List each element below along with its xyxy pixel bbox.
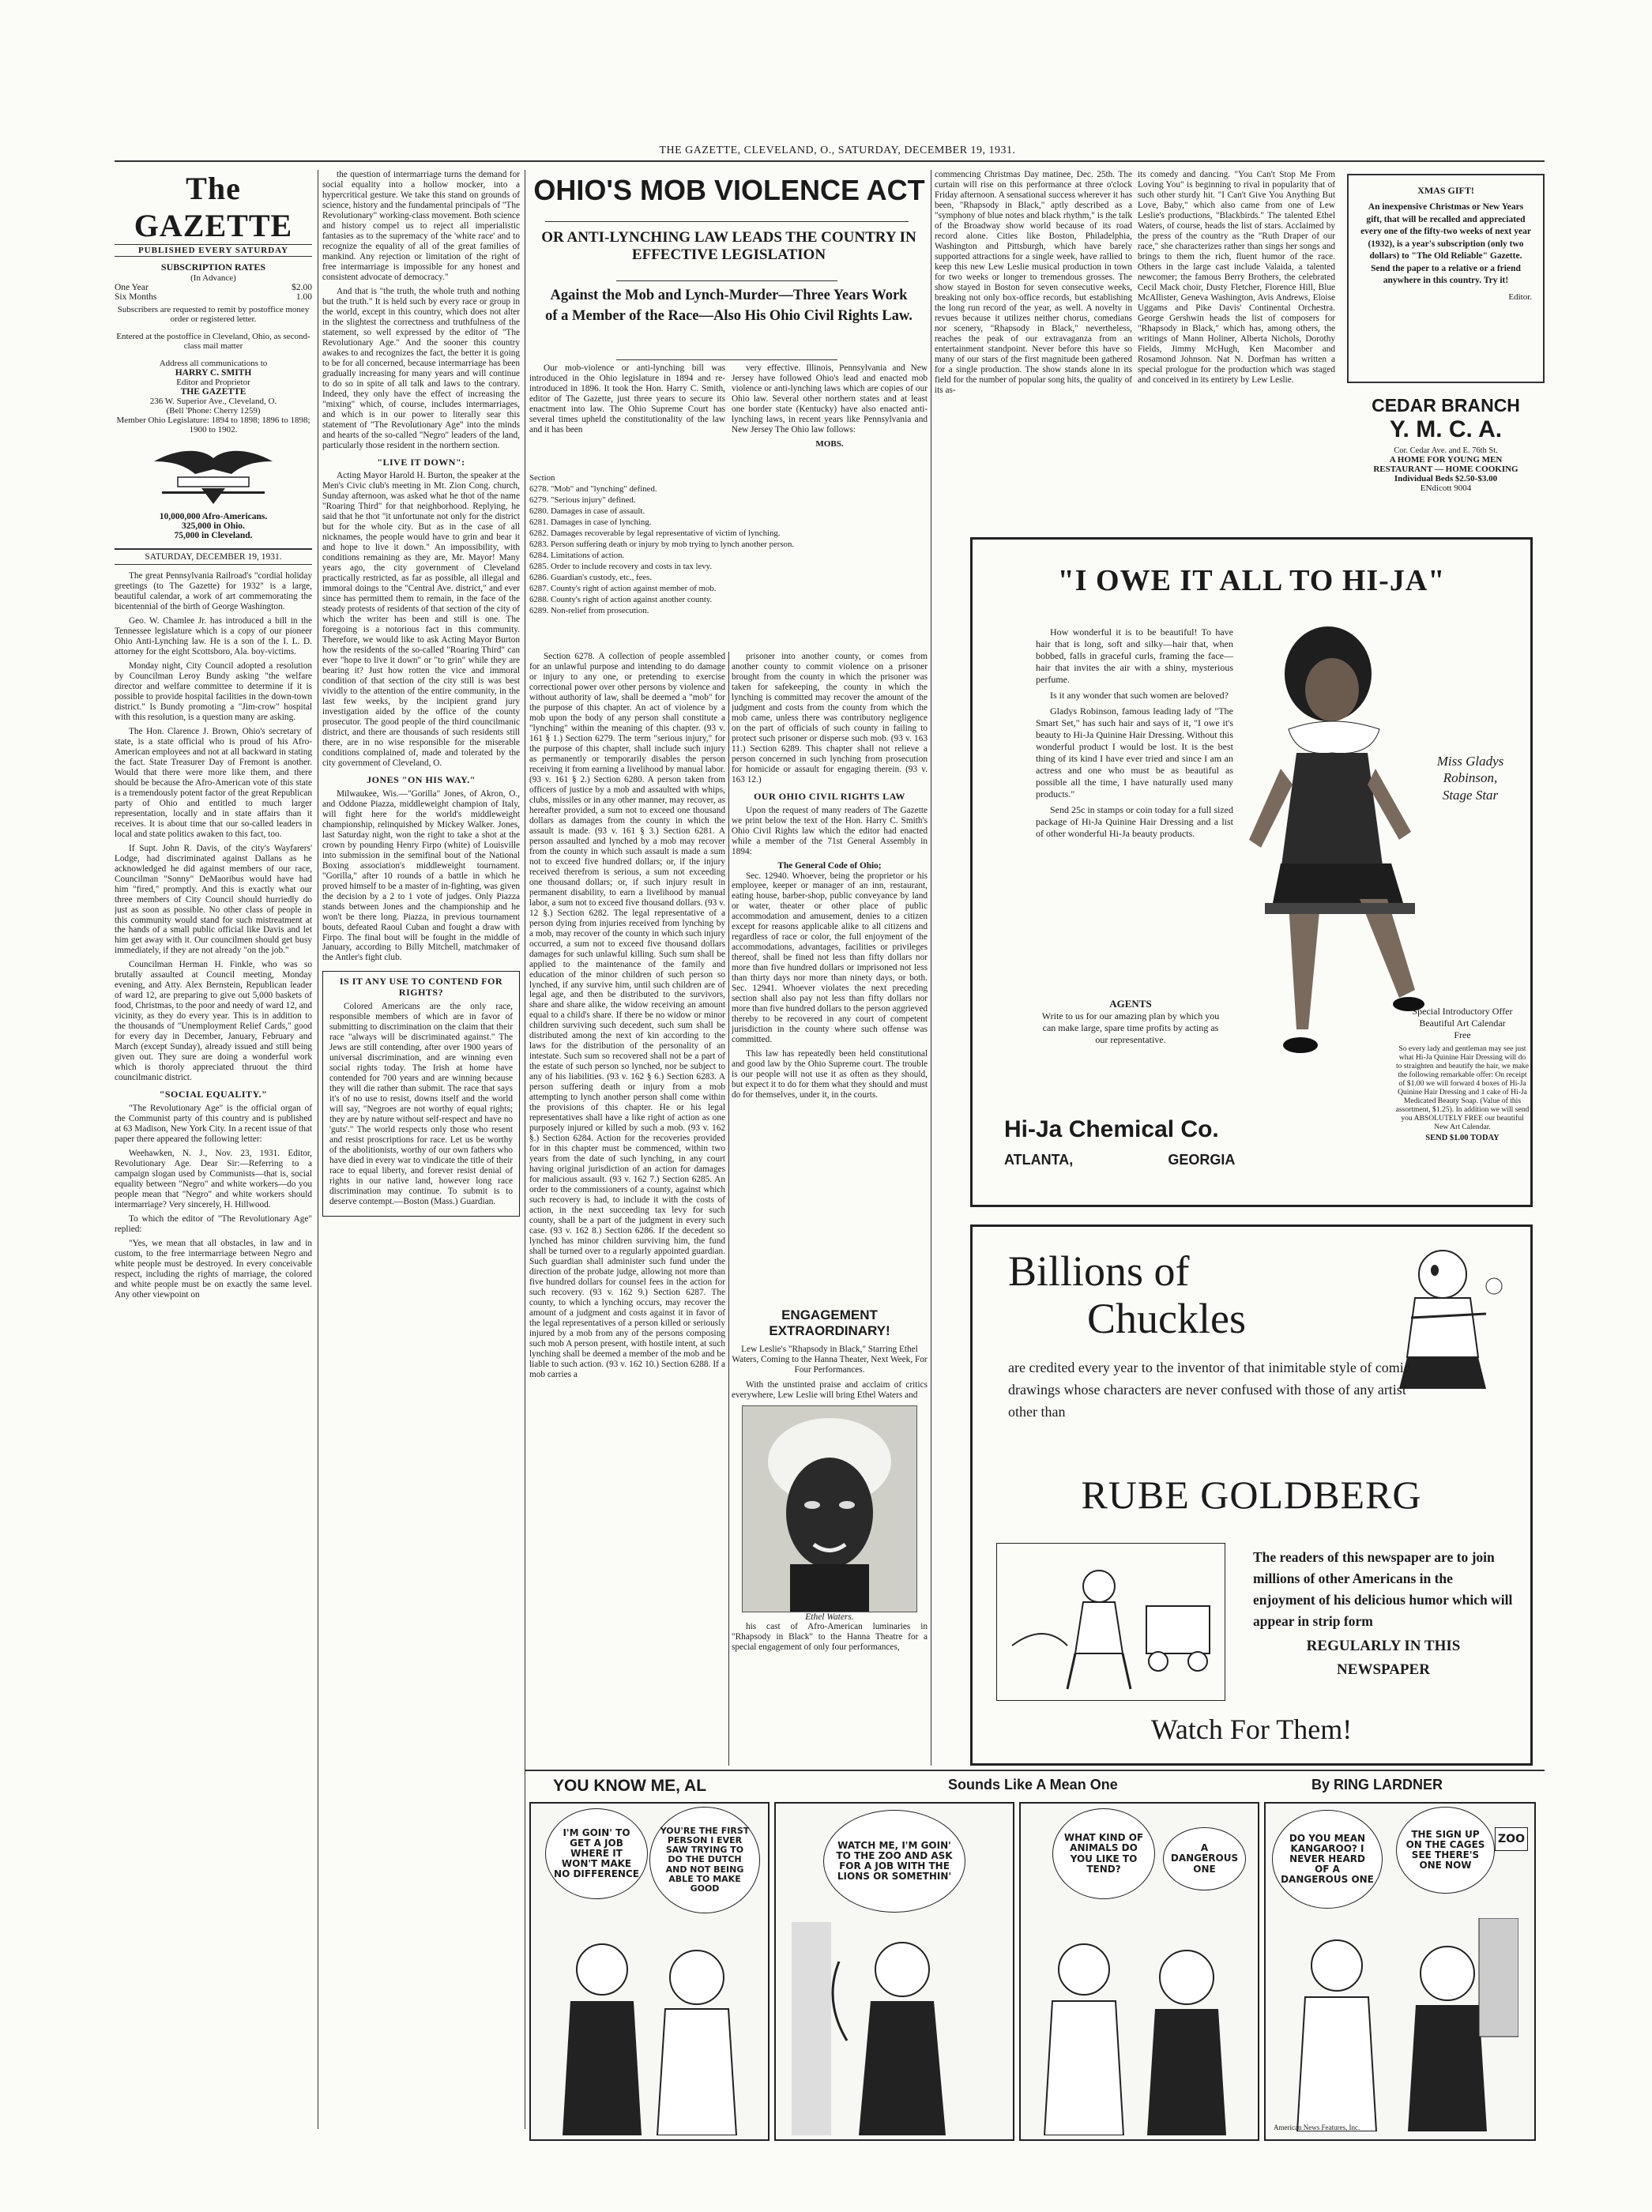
hija-caption: [1415, 753, 1526, 803]
street-address: 236 W. Superior Ave., Cleveland, O.: [149, 397, 277, 406]
xmas-sign: Editor.: [1508, 292, 1532, 302]
heading-civil-rights: OUR OHIO CIVIL RIGHTS LAW: [754, 790, 905, 802]
rhapsody-text-b: its comedy and dancing. "You Can't Stop Me From Loving You" is beginning to rival in popularity that of such other sturdy hit. "I Can't Give You Anything But Love, Baby," which also came from one of Lew Leslie's productions, "Blackbirds." The talented Ethel Waters, of course, heads the list of stars. Acclaimed by the press of the country as the "Ruth Draper of our race," she characterizes rather than sings her songs and brings to them the rich, fluent humor of the race. Others in the large cast include Valaida, a talented newcomer; the famous Berry Brothers, the celebrated Cecil Mack choir, Dusty Fletcher, Florence Hill, Blue McAllister, Geneva Washington, Avis Andrews, Eloise Uggams and Pike Davis' Continental Orchestra. George Gershwin heads the list of composers for "Rhapsody in Black," which has, among others, the writings of Mann Holiner, Alberta Nichols, Dorothy Fields, Jimmy McHugh, Ken Macomber and Rosamond Johnson. Nat N. Dorfman has written a special prologue for the production which was staged and conceived in its entirety by Lew Leslie.: [1138, 170, 1335, 385]
hija-location: [1004, 1152, 1320, 1168]
civil-rights-note: This law has repeatedly been held constitutional and good law by the Ohio Supreme court. The trouble is our people will not use it as often as they should, but expect it to do for them what they should and must do for themselves, under it, in the courts.: [732, 1049, 928, 1100]
xmas-title: XMAS GIFT!: [1417, 185, 1474, 196]
comic-credit: American News Features, Inc.: [1274, 2124, 1360, 2131]
hija-offer: [1395, 1006, 1530, 1142]
hija-state: GEORGIA: [1168, 1152, 1236, 1168]
hija-agents-text: Write to us for our amazing plan by which you can make large, spare time profits by acting as our representative.: [1041, 1010, 1220, 1045]
hija-p3: Gladys Robinson, famous leading lady of "The Smart Set," has such hair and says of it, "I owe it's beauty to Hi-Ja Quinine Hair Dressing. Without this wonderful product I would be lost. It is the best thing of its kind I have ever tried and since I am an actress and one who must be as beautiful as possible all the time, I have naturally used many products.": [1036, 705, 1233, 799]
column-2: [322, 170, 520, 2129]
lead-left: [529, 363, 725, 474]
goldberg-text: are credited every year to the inventor of that inimitable style of comic drawings whose characters are never confused with those of any artist other than: [1008, 1360, 1410, 1420]
section-6287: 6287. County's right of action against member of mob.: [529, 584, 717, 594]
heading-social-equality: "SOCIAL EQUALITY.": [159, 1089, 268, 1100]
main-subhead: OR ANTI-LYNCHING LAW LEADS THE COUNTRY IN EFFECTIVE LEGISLATION: [541, 229, 916, 263]
civil-rights-intro: Upon the request of many readers of The Gazette we print below the text of the Hon. Harry C. Smith's Ohio Civil Rights law which the editor had enacted while a member of the 71st General Assembly in 1894:: [732, 805, 928, 856]
masthead-published: PUBLISHED EVERY SATURDAY: [115, 244, 312, 257]
ymca-line5: RESTAURANT — HOME COOKING: [1373, 465, 1518, 474]
ymca-line1: CEDAR BRANCH: [1372, 395, 1520, 416]
section-6288: 6288. County's right of action against another county.: [529, 595, 713, 605]
engagement-continued: [732, 1622, 928, 1653]
lead-right-text: very effective. Illinois, Pennsylvania and New Jersey have followed Ohio's lead and enacted mob violence or anti-lynching laws which are copies of our Ohio law. Several other northern states and at least one border state (Kentucky) have also enacted anti-lynching laws, in recent years like Pennsylvania and New Jersey The Ohio law follows:: [732, 363, 928, 434]
panel-3-figures: [1037, 1914, 1242, 2135]
top-rule: [115, 160, 1545, 162]
hija-ad: [970, 537, 1533, 1207]
engagement-story: [732, 1307, 928, 1770]
hija-p2: Is it any wonder that such women are beloved?: [1050, 690, 1229, 701]
hija-agents-title: AGENTS: [1109, 998, 1152, 1010]
comic-panel-3: [1019, 1802, 1259, 2141]
goldberg-regular-2: NEWSPAPER: [1337, 1661, 1430, 1678]
dateline: SATURDAY, DECEMBER 19, 1931.: [115, 548, 312, 565]
ethel-waters-photo: [742, 1405, 917, 1612]
hija-agents: [1036, 998, 1225, 1046]
statute-text-b: prisoner into another county, or comes from another county to commit violence on a prisoner brought from the county in which the prisoner was taken for safekeeping, the county in which the lynching is committed may recover the amount of the judgment and costs from the county from which the mob came, unless there was contributory negligence on the part of officials of such county in failing to protect such prisoner or disperse such mob. (93 v. 163 11.) Section 6289. This chapter shall not relieve a person concerned in such lynching from prosecution for homicide or assault for engaging therein. (93 v. 163 12.): [732, 652, 928, 784]
para-jones: Milwaukee, Wis.—"Gorilla" Jones, of Akron, O., and Oddone Piazza, middleweight champion of Italy, will fight here for the world's middleweight championship, relinquished by Mickey Walker. Jones, last Saturday night, won the right to take a shot at the crown by pounding Henry Firpo (white) of Louisville into submission in the semifinal bout of the National Boxing association's middleweight tournament. "Gorilla," after 10 rounds of a battle in which he proved himself to be a master of in-fighting, was given the decision by a 2 to 1 vote of judges. Only Piazza stands between Jones and the championship and he won't be there long. Piazza, in previous tournament bouts, defeated Raoul Cuban and fought a draw with Firpo. The final bout will be fought in the middle of January, according to Billy Mitchell, matchmaker of the Antler's fight club.: [322, 788, 520, 963]
rights-box-title: IS IT ANY USE TO CONTEND FOR RIGHTS?: [339, 976, 503, 999]
hija-offer-text: So every lady and gentleman may see just what Hi-Ja Quinine Hair Dressing will do to straighten and beautify the hair, we make the following remarkable offer: On receipt of $1.00 we will forward 4 boxes of Hi-Ja Quinine Hair Dressing and 1 cake of Hi-Ja Medicated Beauty Soap. (Value of this assortment, $1.25). In addition we will send you ABSOLUTELY FREE our beautiful New Art Calendar.: [1395, 1044, 1530, 1132]
hija-city: ATLANTA,: [1004, 1152, 1074, 1168]
goldberg-name: RUBE GOLDBERG: [1081, 1473, 1422, 1517]
section-6289: 6289. Non-relief from prosecution.: [529, 606, 649, 616]
rate2-label: Six Months: [115, 292, 157, 302]
speech-bubble-2: YOU'RE THE FIRST PERSON I EVER SAW TRYING TO DO THE DUTCH AND NOT BEING ABLE TO MAKE GOOD: [649, 1807, 760, 1913]
rhapsody-text-a: commencing Christmas Day matinee, Dec. 25th. The curtain will rise on this performance at three o'clock Friday afternoon. A sensational success wherever it has been, "Rhapsody in Black," aptly described as a "symphony of blue notes and black rhythm," is the talk of the Broadway show world because of its road record alone. Cities like Boston, Philadelphia, Washington and Pittsburgh, which have barely supported attractions for a single week, have rallied to keep this new Lew Leslie musical production in town for two weeks or longer to tremendous grosses. The show stayed in Boston for seven consecutive weeks, breaking not only box-office records, but establishing the long run record of the year, as well. A novelty in revues because it utilizes neither chorus, comedians nor scenery, "Rhapsody in Black," nevertheless, reaches the peak of our extravaganza from an entertainment standpoint. Never before this have so many of our stars of the first magnitude been gathered for a single production. The show stands alone in its field for the number of popular song hits, the quality of its as-: [935, 170, 1132, 395]
para-davis: If Supt. John R. Davis, of the city's Wayfarers' Lodge, had discriminated against Dallans as he acknowledged he did against members of our race, Councilman "Sonny" DeMaoribus would have had him "fired," promptly. And this is exactly what our three members of City Council should hurriedly do just as soon as possible. No other class of people in this community would stand for such mistreatment at the hands of a small public official like Davis and let him get away with it. Our councilmen should get busy immediately, if they are not already "on the job.": [115, 843, 312, 956]
ymca-ad: [1347, 395, 1545, 521]
comic-strip: [529, 1774, 1541, 2145]
section-6284: 6284. Limitations of action.: [529, 551, 625, 561]
comic-top-rule: [525, 1770, 1545, 1771]
portrait-image: [743, 1406, 916, 1612]
main-headline: OHIO'S MOB VIOLENCE ACT: [533, 174, 925, 206]
speech-bubble-7: THE SIGN UP ON THE CAGES SEE THERE'S ONE NOW: [1396, 1807, 1495, 1894]
heading-live-it-down: "LIVE IT DOWN":: [377, 456, 465, 468]
para-reply: "Yes, we mean that all obstacles, in law and in custom, to the free intermarriage between Negro and white people must be destroyed. In every conceivable respect, including the rights of marriage, the colored and white people must be on exactly the same level. Any other viewpoint on: [115, 1238, 312, 1300]
rate-row-2: [115, 292, 312, 302]
engagement-lead: [732, 1380, 928, 1401]
para-reply-intro: To which the editor of "The Revolutionary Age" replied:: [115, 1213, 312, 1234]
masthead-title: The GAZETTE: [134, 171, 293, 243]
phone: (Bell 'Phone: Cherry 1259): [166, 406, 261, 416]
ymca-line7: ENdicott 9004: [1420, 483, 1472, 493]
para-chamlee: Geo. W. Chamlee Jr. has introduced a bill in the Tennessee legislature which is a copy of our pioneer Ohio Anti-Lynching law. He is a son of the I. L. D. attorney for the eight Scottsboro, Ala. boy-victims.: [115, 615, 312, 656]
statute-text-a: Section 6278. A collection of people assembled for an unlawful purpose and intending to do damage or injury to any one, or pretending to exercise correctional power over other persons by violence and without authority of law, shall be deemed a "mob" for the purpose of this chapter. An act of violence by a mob upon the body of any person shall constitute a "lynching" within the meaning of this chapter. (93 v. 161 § 1.) Section 6279. The term "serious injury," for the purpose of this chapter, shall include such injury as permanently or temporarily disables the person receiving it from earning a livelihood by manual labor. (93 v. 161 § 2.) Section 6280. A person taken from officers of justice by a mob and assaulted with whips, clubs, missiles or in any other manner, may recover, as hereafter provided, a sum not to exceed one thousand dollars as damages from the county in which the assault is made. (93 v. 161 § 3.) Section 6281. A person assaulted and lynched by a mob may recover from the county in which such assault is made a sum not to exceed five hundred dollars; or, if the injury received therefrom is serious, a sum not exceeding one thousand dollars; or, if such injury result in permanent disability, to earn a livelihood by manual labor, a sum not to exceed five thousand dollars. (93 v. 12 §.) Section 6282. The legal representative of a person dying from injuries received from lynching by a mob, may recover of the county in which such injury occurred, a sum not to exceed five thousand dollars damages for such unlawful killing. Such sum shall be applied to the maintenance of the family and education of the minor children of such person so lynched, if any survive him, until such children are of legal age, and then be distributed to the survivors, share and share alike, the widow receiving an amount equal to a child's share. If there be no widow or minor children surviving such decedent, such sum shall be distributed among the next of kin according to the laws for the distribution of the personality of an intestate. Such sum so recovered shall not be a part of the estate of such person so lynched, nor be subject to any of his liabilities. (93 v. 162 § 6.) Section 6283. A person suffering death or injury from a mob attempting to lynch another person shall come within the provisions of this chapter. He or his legal representatives shall have a like right of action as one purposely injured or killed by such a mob. (93 v. 162 §.) Section 6284. Action for the recoveries provided for in this chapter must be commenced, within two years from the date of such lynching, in any court having original jurisdiction of an action for damages for malicious assault. (93 v. 162 7.) Section 6285. An order to the commissioners of a county, against which such recovery is had, to include it with the costs of action, in the next succeeding tax levy for such county, shall be a part of the judgment in every such case. (93 v. 162 8.) Section 6286. If the decedent so lynched has minor children surviving him, the fund shall be turned over to a regularly appointed guardian. Such guardian shall administer such fund under the direction of the probate judge, allowing not more than five hundred dollars for counsel fees in the action for such recovery. (93 v. 162 9.) Section 6287. The county, to which a lynching occurs, may recover the amount of a judgment and costs against it in favor of the legal representatives of a person killed or seriously injured by a mob from any of the persons composing such mob A person present, with hostile intent, at such lynching shall be deemed a member of the mob and be liable to such action. (93 v. 162 10.) Section 6288. If a mob carries a: [529, 652, 725, 1379]
rates-note: (In Advance): [190, 273, 236, 283]
statute-column-b: [732, 652, 928, 1339]
goldberg-readers: The readers of this newspaper are to join millions of other Americans in the enjoyment of his delicious humor which will appear in strip form: [1253, 1549, 1513, 1630]
rate1-label: One Year: [115, 283, 149, 292]
entered-note: Entered at the postoffice in Cleveland, Ohio, as second-class mail matter: [116, 332, 310, 351]
stat-2: 325,000 in Ohio.: [182, 521, 245, 531]
hija-offer-cta: SEND $1.00 TODAY: [1425, 1134, 1500, 1143]
para-burton: Acting Mayor Harold H. Burton, the speaker at the Men's Civic club's meeting in Mt. Zion Cong. church, Sunday afternoon, was asked what he thot of the name "Roaring Third" for that neighborhood. Replying, he said that he thot "it unfortunate not only for the district but for the whole city. But as in the case of all nicknames, the people would have to grin and bear it and hope to live it down." An impossibility, with conditions remaining as they are, Mr. Mayor! Many years ago, the city government of Cleveland practically restricted, as far as possible, all illegal and immoral doings to the "Central Ave. district," and ever since has permitted them to remain, in the face of the steady protests of residents of that section of the city of which the writer has been and still is one. The foregoing is a notorious fact in this community. Therefore, we would like to ask Acting Mayor Burton how the residents of the so-called "Roaring Third" can ever "hope to live it down" or "to grin" while they are bearing it? Just how rotten the vice and immoral condition of that section of the city still is was best vividly to the attention of the entire community, in the last few weeks, by the incipient grand jury investigation aided by the office of the county prosecutor. The good people of the third councilmanic district, and there are thousands of such residents still there, are in no wise responsible for the miserable conditions complained of, made and tolerated by the city government of Cleveland, O.: [322, 471, 520, 768]
eagle-emblem-icon: [146, 444, 280, 507]
hija-headline: "I OWE IT ALL TO HI-JA": [1057, 564, 1446, 597]
editor-name: HARRY C. SMITH: [175, 368, 252, 378]
rate1-value: $2.00: [292, 283, 312, 292]
speech-bubble-4: WHAT KIND OF ANIMALS DO YOU LIKE TO TEND?: [1052, 1808, 1155, 1899]
address-title: Address all communications to: [159, 359, 268, 368]
comic-title-mid: Sounds Like A Mean One: [948, 1777, 1118, 1793]
engagement-deck: Lew Leslie's "Rhapsody in Black," Starring Ethel Waters, Coming to the Hanna Theater, Next Week, For Four Performances.: [732, 1344, 928, 1375]
hija-offer-free: Free: [1454, 1029, 1471, 1040]
legislature-note: Member Ohio Legislature: 1894 to 1898; 1896 to 1898; 1900 to 1902.: [116, 416, 310, 434]
engagement-headline: ENGAGEMENT EXTRAORDINARY!: [769, 1307, 890, 1339]
engagement-lead-text: With the unstinted praise and acclaim of critics everywhere, Lew Leslie will bring Ethel Waters and: [732, 1379, 928, 1400]
hija-caption-2: Robinson,: [1443, 770, 1498, 786]
main-deck: Against the Mob and Lynch-Murder—Three Years Work of a Member of the Race—Also His Ohio Civil Rights Law.: [545, 288, 913, 324]
running-head: THE GAZETTE, CLEVELAND, O., SATURDAY, DECEMBER 19, 1931.: [659, 145, 1016, 156]
hija-offer-sub: Beautiful Art Calendar: [1419, 1018, 1506, 1029]
speech-bubble-1: I'M GOIN' TO GET A JOB WHERE IT WON'T MAKE NO DIFFERENCE: [545, 1808, 648, 1899]
rate2-value: 1.00: [295, 292, 312, 302]
subscribers-note: Subscribers are requested to remit by postoffice money order or registered letter.: [117, 305, 310, 324]
goldberg-watch: Watch For Them!: [1150, 1714, 1353, 1745]
para-truth: And that is "the truth, the whole truth and nothing but the truth." It is held such by every race or group in the world, except in this country, which does not alter in the slightest the correctness and truthfulness of the statement, so well expressed by the editor of "The Revolutionary Age." And the sooner this country awakes to and recognizes the fact, the better it is going to be for all concerned, because intermarriage has been gradually increasing for many years and will continue to do so in spite of all talk and laws to the contrary. Indeed, they only have the effect of increasing the "mixing" which, of course, includes intermarriages, and which is in our power to literally sear this statement of "The Revolutionary Age" into the minds and hearts of the so-called "Negro" leaders of the land, particularly those resident in the northern section.: [322, 286, 520, 450]
comic-title-right: By RING LARDNER: [1311, 1777, 1443, 1793]
ymca-line6: Individual Beds $2.50-$3.00: [1394, 474, 1498, 483]
section-6281: 6281. Damages in case of lynching.: [529, 517, 652, 528]
headline-rule: [545, 221, 909, 222]
engagement-continued-text: his cast of Afro-American luminaries in "Rhapsody in Black" to the Hanna Theatre for a special engagement of only four performances,: [732, 1621, 928, 1652]
panel-4-figures: [1281, 1918, 1518, 2131]
comic-panel-2: [774, 1802, 1014, 2141]
zoo-sign: ZOO: [1495, 1827, 1528, 1851]
section-6285: 6285. Order to include recovery and costs in tax levy.: [529, 562, 713, 572]
comic-panel-4: [1264, 1802, 1536, 2141]
hija-copy: [1036, 626, 1233, 844]
editorial-column: [115, 571, 312, 1300]
speech-bubble-3: WATCH ME, I'M GOIN' TO THE ZOO AND ASK FOR A JOB WITH THE LIONS OR SOMETHIN': [823, 1810, 965, 1913]
deck-rule: [616, 359, 837, 360]
section-6282: 6282. Damages recoverable by legal representative of victim of lynching.: [529, 529, 781, 539]
photo-caption: Ethel Waters.: [805, 1612, 854, 1622]
civil-rights-law: Sec. 12940. Whoever, being the proprietor or his employee, keeper or manager of an inn, restaurant, eating house, barber-shop, public conveyance by land or water, theater or other place of public accommodation and amusement, denies to a citizen except for reasons applicable alike to all citizens and regardless of race or color, the full enjoyment of the accommodations, advantages, facilities or privileges thereof, shall be fined not less than fifty dollars nor more than five hundred dollars or imprisoned not less than thirty days nor more than ninety days, or both. Sec. 12941. Whoever violates the next preceding section shall also pay not less than fifty dollars nor more than five hundred dollars to the person aggrieved thereby to be recovered in any court of competent jurisdiction in the county where such offense was committed.: [732, 871, 928, 1045]
lead-left-text: Our mob-violence or anti-lynching bill was introduced in the Ohio legislature in 1894 and re-introduced in 1896. It took the Hon. Harry C. Smith, editor of The Gazette, just three years to secure its enactment into law. The Ohio Supreme Court has several times upheld the constitutionality of the law and it has been: [529, 363, 725, 434]
para-brown: The Hon. Clarence J. Brown, Ohio's secretary of state, is a state official who is proud of his Afro-American employees and not at all backward in stating the fact. State Treasurer Day of Fremont is another. Would that there were more like them, and there should be because the Afro-American vote of this state is a tremendously potent factor of the great Republican party of Ohio and entitled to much larger representation, locally and in state affairs than it receives. It is about time that our so-called leaders in local and state politics awaken to this fact, too.: [115, 726, 312, 839]
goldberg-line2: Chuckles: [1087, 1295, 1246, 1342]
section-6286: 6286. Guardian's custody, etc., fees.: [529, 573, 653, 583]
speech-bubble-6: DO YOU MEAN KANGAROO? I NEVER HEARD OF A DANGEROUS ONE: [1272, 1810, 1383, 1909]
goldberg-regular-1: REGULARLY IN THIS: [1306, 1638, 1461, 1654]
hija-offer-title: Special Introductory Offer: [1412, 1006, 1513, 1017]
xmas-gift-box: [1347, 174, 1545, 383]
para-rev-age: "The Revolutionary Age" is the official organ of the Communist party of this country and is published at 63 Madison, New York City. In a recent issue of that paper there appeared the following letter:: [115, 1104, 312, 1144]
section-6278: 6278. "Mob" and "lynching" defined.: [529, 484, 657, 495]
lead-right: [732, 363, 928, 474]
mobs-label: MOBS.: [815, 438, 844, 449]
subhead-rule: [616, 280, 837, 281]
section-6283: 6283. Person suffering death or injury by mob trying to lynch another person.: [529, 540, 795, 550]
statute-column-a: [529, 652, 725, 1766]
goldberg-cartoon-illustration: [996, 1543, 1225, 1701]
goldberg-line1: Billions of: [1008, 1247, 1190, 1295]
hija-p4: Send 25c in stamps or coin today for a full sized package of Hi-Ja Quinine Hair Dressing and a list of other wonderful Hi-Ja beauty products.: [1036, 804, 1233, 839]
comic-title-left: YOU KNOW ME, AL: [553, 1777, 707, 1795]
column-1: [115, 170, 312, 2129]
panel-2-figures: [792, 1922, 997, 2135]
section-6280: 6280. Damages in case of assault.: [529, 506, 645, 517]
code-title: The General Code of Ohio;: [777, 860, 882, 871]
para-railroad: The great Pennsylvania Railroad's "cordial holiday greetings (to The Gazette) for 1932" is a large, beautiful calendar, a work of art commemorating the bicentennial of the birth of George Washington.: [115, 571, 312, 611]
ymca-line4: A HOME FOR YOUNG MEN: [1389, 455, 1503, 465]
stat-3: 75,000 in Cleveland.: [174, 531, 253, 540]
paper-name: THE GAZETTE: [180, 387, 246, 397]
hija-company: Hi-Ja Chemical Co.: [1004, 1116, 1219, 1142]
para-bundy: Monday night, City Council adopted a resolution by Councilman Leroy Bundy asking "the welfare director and welfare committee to determine if it is possible to provide hospital facilities in the down-town district." Is Bundy promoting a "Jim-crow" hospital with this resolution, is a question many are asking.: [115, 660, 312, 722]
rates-title: SUBSCRIPTION RATES: [160, 261, 266, 273]
section-label: Section: [529, 473, 555, 483]
ymca-line3: Cor. Cedar Ave. and E. 76th St.: [1394, 446, 1498, 455]
para-finkle: Councilman Herman H. Finkle, who was so brutally assaulted at Council meeting, Monday evening, and Atty. Alex Bernstein, Republican leader of ward 12, are preparing to give out 5,000 baskets of food, Christmas, to the poor and needy of ward 12, and vicinity, as they do every year. This is in addition to the thousands of "Unemployment Relief Cards," good for every day in December, January, February and March (except Sunday), already issued and still being given out. They sure are doing a wonderful work which is thoroly appreciated thruout the third councilmanic district.: [115, 960, 312, 1083]
para-letter: Weehawken, N. J., Nov. 23, 1931. Editor, Revolutionary Age. Dear Sir:—Referring to a campaign slogan used by Communists—that is, social equality between "Negro" and white workers—do you people mean that "Negro" and white workers should intermarriage? Very sincerely, H. Hillwood.: [115, 1148, 312, 1209]
rhapsody-column-b: [1138, 170, 1335, 525]
stat-1: 10,000,000 Afro-Americans.: [159, 512, 268, 521]
hija-caption-1: Miss Gladys: [1436, 754, 1504, 769]
goldberg-ad: [970, 1224, 1533, 1766]
xmas-text: An inexpensive Christmas or New Years gift, that will be recalled and appreciated every one of the fifty-two weeks of next year (1932), is a year's subscription (only two dollars) to "The Old Reliable" Gazette. Send the paper to a relative or a friend anywhere in this country. Try it!: [1360, 202, 1531, 286]
editor-role: Editor and Proprietor: [176, 378, 250, 387]
hija-p1: How wonderful it is to be beautiful! To have hair that is long, soft and silky—hair that, when bobbed, falls in graceful curls, framing the face—hair that invites the air with a shiny, mysterious perfume.: [1036, 626, 1233, 685]
section-index: [529, 472, 928, 646]
rhapsody-column-a: [935, 170, 1132, 525]
speech-bubble-5: A DANGEROUS ONE: [1163, 1827, 1246, 1890]
para-intermarriage: the question of intermarriage turns the demand for social equality into a hollow mocker, into a hypercritical gesture. We take this stand on grounds of science, history and the fundamental principals of "The Revolutionary" working-class movement. Both science and history compel us to reject all imperialistic fantasies as to the supremacy of the 'white race' and to recognize the equality of all of the great families of mankind. Any rejection or limitation of the right of free intermarriage is impossible for any honest and consistent advocate of democracy.": [322, 170, 520, 282]
rights-box: [322, 971, 520, 1216]
heading-jones: JONES "ON HIS WAY.": [367, 773, 476, 785]
rate-row-1: [115, 283, 312, 292]
panel-1-figures: [547, 1922, 752, 2135]
section-6279: 6279. "Serious injury" defined.: [529, 495, 636, 506]
column-rule-3: [728, 652, 729, 1766]
comic-panel-1: [529, 1802, 770, 2141]
rights-box-text: Colored Americans are the only race, responsible members of which are in favor of submitting to discrimination on the claim that their race "always will be discriminated against." The Jews are still contending, after over 1900 years of universal discrimination, and are winning even social rights today. The Irish at home have contended for 700 years and are winning because they will die rather than submit. The race that says it's of no use to resist, downs itself and the world will say, "Negroes are not worthy of equal rights; they are by nature without self-respect and have no 'guts'." The world respects only those who resent and resist proscriptions for race. Let us be worthy of the abolitionists, worthy of our own fathers who have died in every war to vindicate the title of their race to equal liberty, and forever resist denial of rights in our native land, however long race discrimination may continue. To submit is to deserve contempt.—Boston (Mass.) Guardian.: [329, 1002, 513, 1206]
ymca-line2: Y. M. C. A.: [1389, 416, 1503, 442]
hija-caption-3: Stage Star: [1442, 787, 1499, 803]
